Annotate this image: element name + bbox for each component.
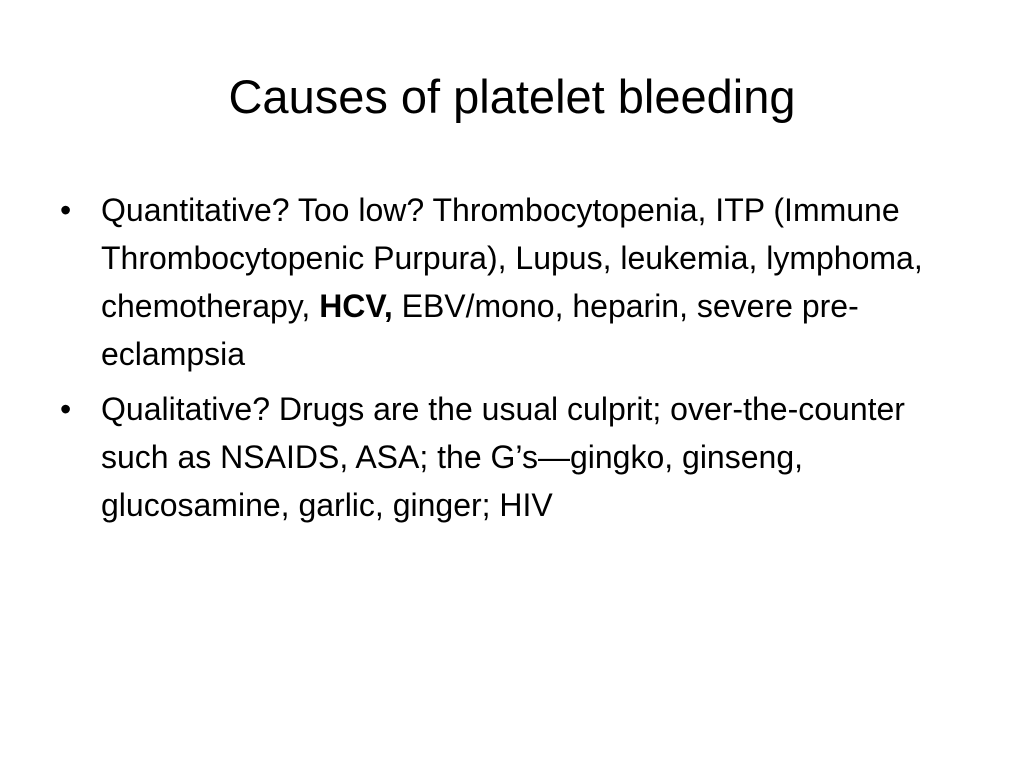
bullet-list <box>58 186 958 536</box>
bullet-text-quantitative-part2: EBV/mono, heparin, severe pre-eclampsia <box>101 288 859 372</box>
bullet-text-hcv: HCV, <box>319 288 393 324</box>
bullet-dot-icon: • <box>60 391 72 427</box>
bullet-text-quantitative-part1: Quantitative? Too low? Thrombocytopenia, ITP (Immune Thrombocytopenic Purpura), Lupus, leukemia, lymphoma, chemotherapy, <box>101 192 923 324</box>
slide-title: Causes of platelet bleeding <box>228 70 796 123</box>
bullet-text-qualitative: Qualitative? Drugs are the usual culprit; over-the-counter such as NSAIDS, ASA; the G’s—gingko, ginseng, glucosamine, garlic, ginger; HIV <box>101 391 905 523</box>
bullet-item-quantitative <box>58 186 958 378</box>
bullet-item-qualitative <box>58 385 958 529</box>
bullet-dot-icon: • <box>60 192 72 228</box>
